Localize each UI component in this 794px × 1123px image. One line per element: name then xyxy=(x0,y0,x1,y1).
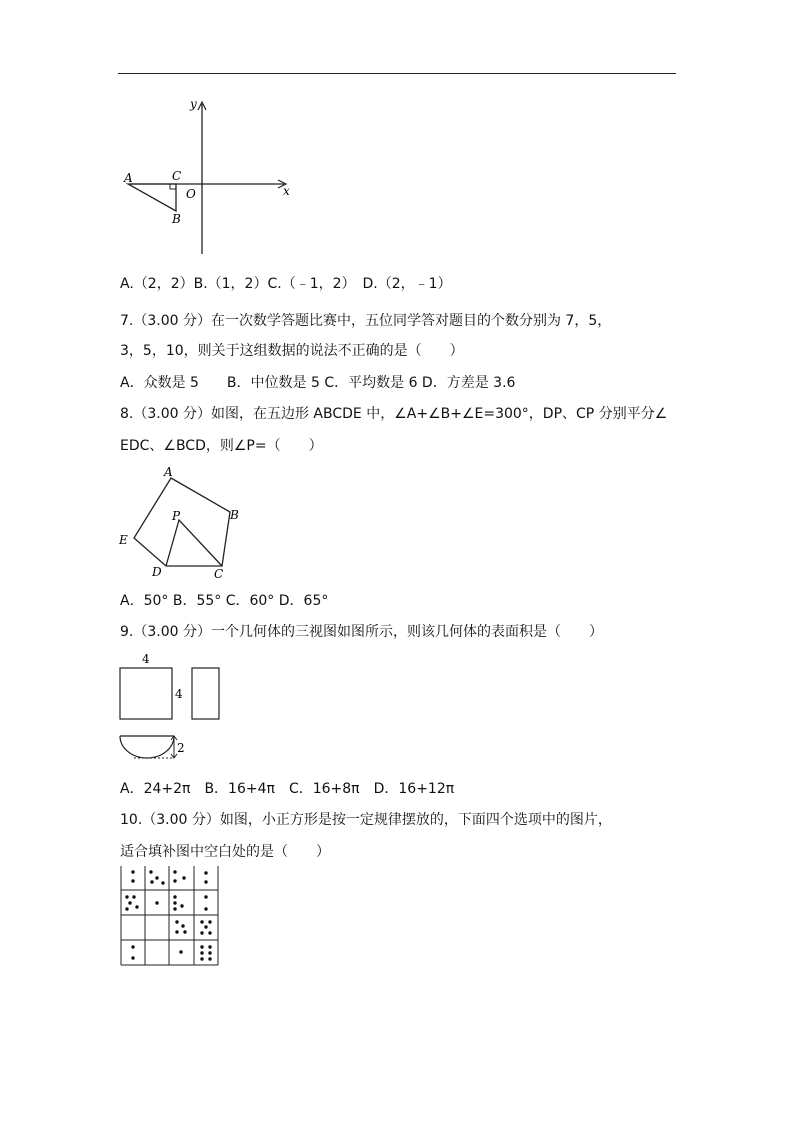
q6-options: A.（2，2）B.（1，2）C.（﹣1，2） D.（2，﹣1） xyxy=(120,276,452,292)
side-dimension-label: 4 xyxy=(175,687,183,701)
label-p: P xyxy=(172,509,181,523)
q9-options: A．24+2π B．16+4π C．16+8π D．16+12π xyxy=(120,781,455,797)
q10-line2: 适合填补图中空白处的是（ ） xyxy=(120,844,330,860)
label-e: E xyxy=(119,533,128,547)
label-y: y xyxy=(190,97,197,111)
label-a: A xyxy=(124,171,133,185)
label-b: B xyxy=(172,212,181,226)
depth-dimension-label: 2 xyxy=(177,741,185,755)
dot-grid-figure xyxy=(118,866,222,968)
q8-options: A．50° B．55° C．60° D．65° xyxy=(120,593,329,609)
label-a: A xyxy=(164,465,173,479)
label-b: B xyxy=(230,508,239,522)
label-x: x xyxy=(283,184,290,198)
q8-line2: EDC、∠BCD，则∠P=（ ） xyxy=(120,438,323,454)
q10-line1: 10.（3.00 分）如图，小正方形是按一定规律摆放的，下面四个选项中的图片， xyxy=(120,812,612,828)
q8-line1: 8.（3.00 分）如图，在五边形 ABCDE 中，∠A+∠B+∠E=300°，DP、CP 分别平分∠ xyxy=(120,406,668,422)
q7-line1: 7.（3.00 分）在一次数学答题比赛中，五位同学答对题目的个数分别为 7，5， xyxy=(120,313,612,329)
right-angle-mark xyxy=(170,184,176,189)
label-o: O xyxy=(186,187,196,201)
triangle-abc xyxy=(128,184,176,211)
bisectors-dp-cp xyxy=(166,520,222,566)
coordinate-figure xyxy=(118,96,298,258)
label-c: C xyxy=(214,567,224,581)
label-d: D xyxy=(152,565,162,579)
pentagon-abcde xyxy=(134,478,230,566)
q9-line1: 9.（3.00 分）一个几何体的三视图如图所示，则该几何体的表面积是（ ） xyxy=(120,624,603,640)
side-view xyxy=(192,668,219,719)
pentagon-figure xyxy=(116,462,246,584)
q7-line2: 3，5，10，则关于这组数据的说法不正确的是（ ） xyxy=(120,343,464,359)
top-dimension-label: 4 xyxy=(142,652,150,666)
three-view-figure xyxy=(116,650,226,770)
top-view-semicircle xyxy=(120,736,174,758)
q7-options: A．众数是 5 B．中位数是 5 C．平均数是 6 D．方差是 3.6 xyxy=(120,375,516,391)
front-view xyxy=(120,668,172,719)
header-rule xyxy=(118,73,676,74)
label-c: C xyxy=(172,169,182,183)
